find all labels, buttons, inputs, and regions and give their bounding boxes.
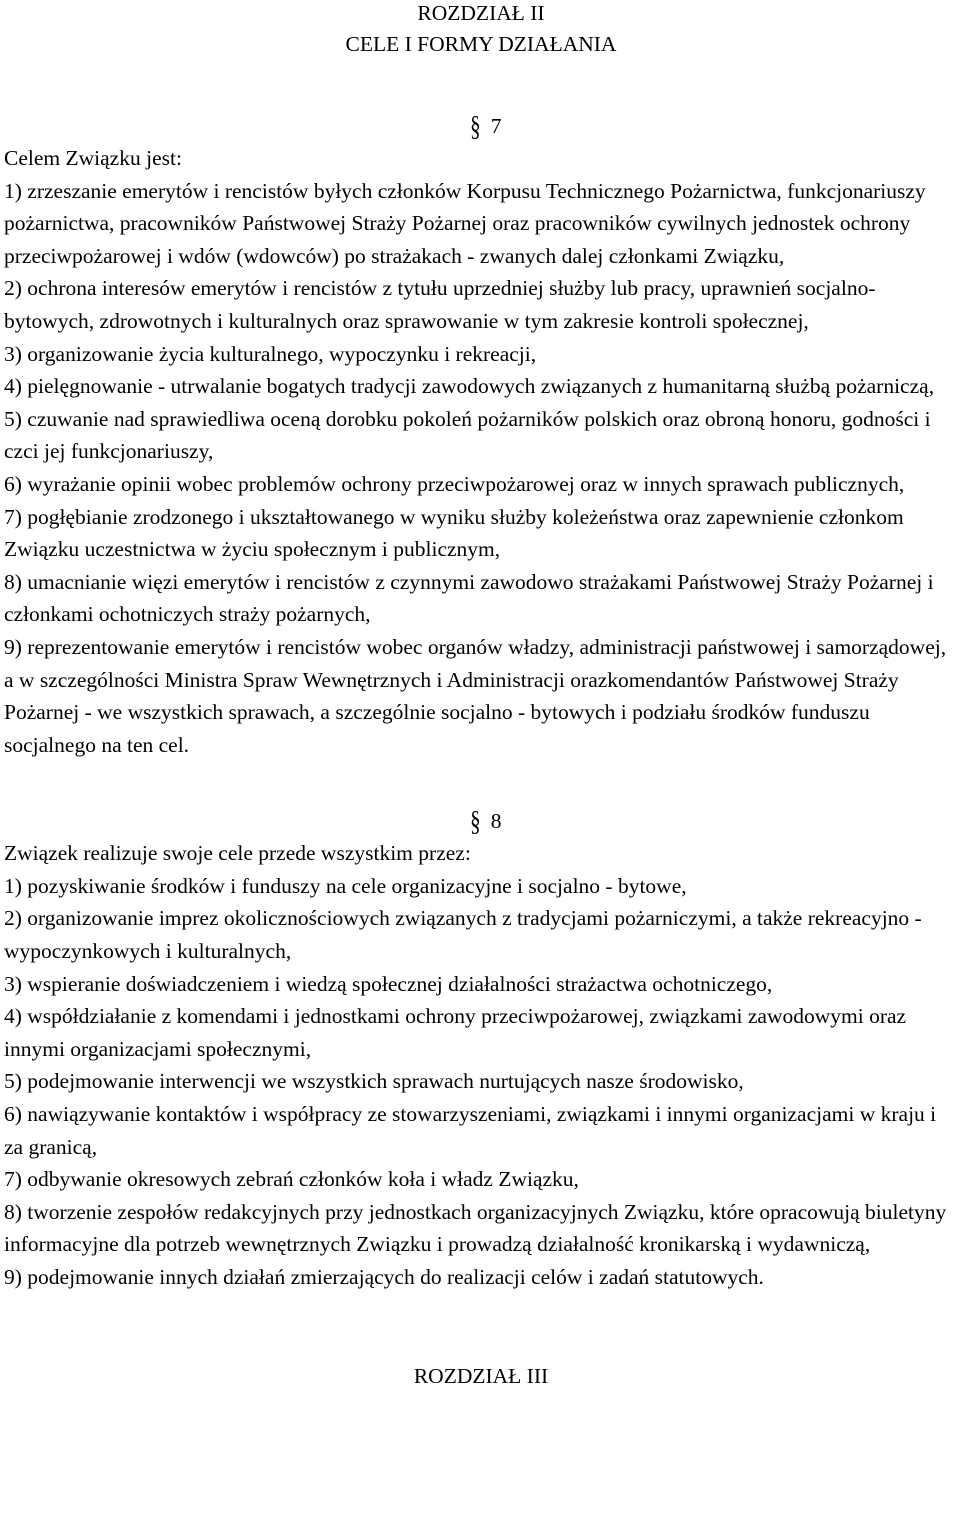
- section-8-item: 7) odbywanie okresowych zebrań członków koła i władz Związku,: [4, 1167, 579, 1192]
- document-page: [4, 0, 958, 1392]
- section-7-item: 3) organizowanie życia kulturalnego, wypoczynku i rekreacji,: [4, 341, 537, 366]
- section-7-item: 6) wyrażanie opinii wobec problemów ochrony przeciwpożarowej oraz w innych sprawach publicznych,: [4, 471, 905, 496]
- section-8-item: 9) podejmowanie innych działań zmierzających do realizacji celów i zadań statutowych.: [4, 1265, 764, 1289]
- section-7-item: 4) pielęgnowanie - utrwalanie bogatych tradycji zawodowych związanych z humanitarną służbą pożarniczą,: [4, 374, 935, 399]
- section-number: 7: [490, 114, 502, 138]
- section-8-heading: [4, 805, 958, 837]
- section-7-item: 2) ochrona interesów emerytów i rencistów z tytułu uprzedniej służby lub pracy, uprawnień socjalno-bytowych, zdrowotnych i kulturalnych oraz sprawowanie w tym zakresie kontroli społecznej,: [4, 276, 876, 333]
- section-8-item: 3) wspieranie doświadczeniem i wiedzą społecznej działalności strażactwa ochotniczego,: [4, 971, 773, 996]
- chapter-heading: [4, 0, 958, 60]
- section-7-heading: [4, 110, 958, 142]
- section-symbol: §: [470, 805, 481, 838]
- section-8-intro: Związek realizuje swoje cele przede wszystkim przez:: [4, 841, 471, 866]
- section-8-item: 6) nawiązywanie kontaktów i współpracy ze stowarzyszeniami, związkami i innymi organizacjami w kraju i za granicą,: [4, 1102, 937, 1159]
- next-chapter-heading: ROZDZIAŁ III: [413, 1363, 549, 1388]
- section-7: [4, 110, 958, 761]
- section-7-intro: Celem Związku jest:: [4, 146, 182, 170]
- section-8: [4, 805, 958, 1293]
- section-8-item: 8) tworzenie zespołów redakcyjnych przy jednostkach organizacyjnych Związku, które opracowują biuletyny informacyjne dla potrzeb wewnętrznych Związku i prowadzą działalność kronikarską i wydawniczą,: [4, 1199, 947, 1257]
- section-8-item: 1) pozyskiwanie środków i funduszy na cele organizacyjne i socjalno - bytowe,: [4, 873, 687, 898]
- section-number: 8: [490, 809, 502, 834]
- section-7-item: 8) umacnianie więzi emerytów i rencistów z czynnymi zawodowo strażakami Państwowej Straży Pożarnej i członkami ochotniczych straży pożarnych,: [4, 569, 934, 627]
- chapter-title: CELE I FORMY DZIAŁANIA: [345, 32, 617, 56]
- section-7-item: 9) reprezentowanie emerytów i rencistów wobec organów władzy, administracji państwowej i samorządowej, a w szczególności Ministra Spraw Wewnętrznych i Administracji orazkomendantów Państwowej Straży Pożarnej - we wszystkich sprawach, a szczególnie socjalno - bytowych i podziału środków funduszu socjalnego na ten cel.: [4, 634, 947, 757]
- section-8-item: 4) współdziałanie z komendami i jednostkami ochrony przeciwpożarowej, związkami zawodowymi oraz innymi organizacjami społecznymi,: [4, 1004, 907, 1061]
- section-7-item: 1) zrzeszanie emerytów i rencistów byłych członków Korpusu Technicznego Pożarnictwa, funkcjonariuszy pożarnictwa, pracowników Państwowej Straży Pożarnej oraz pracowników cywilnych jednostek ochrony przeciwpożarowej i wdów (wdowców) po strażakach - zwanych dalej członkami Związku,: [4, 178, 926, 268]
- section-8-item: 2) organizowanie imprez okolicznościowych związanych z tradycjami pożarniczymi, a także rekreacyjno - wypoczynkowych i kulturalnych,: [4, 906, 922, 964]
- section-7-item: 7) pogłębianie zrodzonego i ukształtowanego w wyniku służby koleżeństwa oraz zapewnienie członkom Związku uczestnictwa w życiu społecznym i publicznym,: [4, 504, 904, 562]
- section-8-item: 5) podejmowanie interwencji we wszystkich sprawach nurtujących nasze środowisko,: [4, 1069, 744, 1094]
- chapter-number: ROZDZIAŁ II: [417, 1, 545, 25]
- section-symbol: §: [470, 109, 481, 143]
- section-7-item: 5) czuwanie nad sprawiedliwa oceną dorobku pokoleń pożarników polskich oraz obroną honoru, godności i czci jej funkcjonariuszy,: [4, 406, 931, 464]
